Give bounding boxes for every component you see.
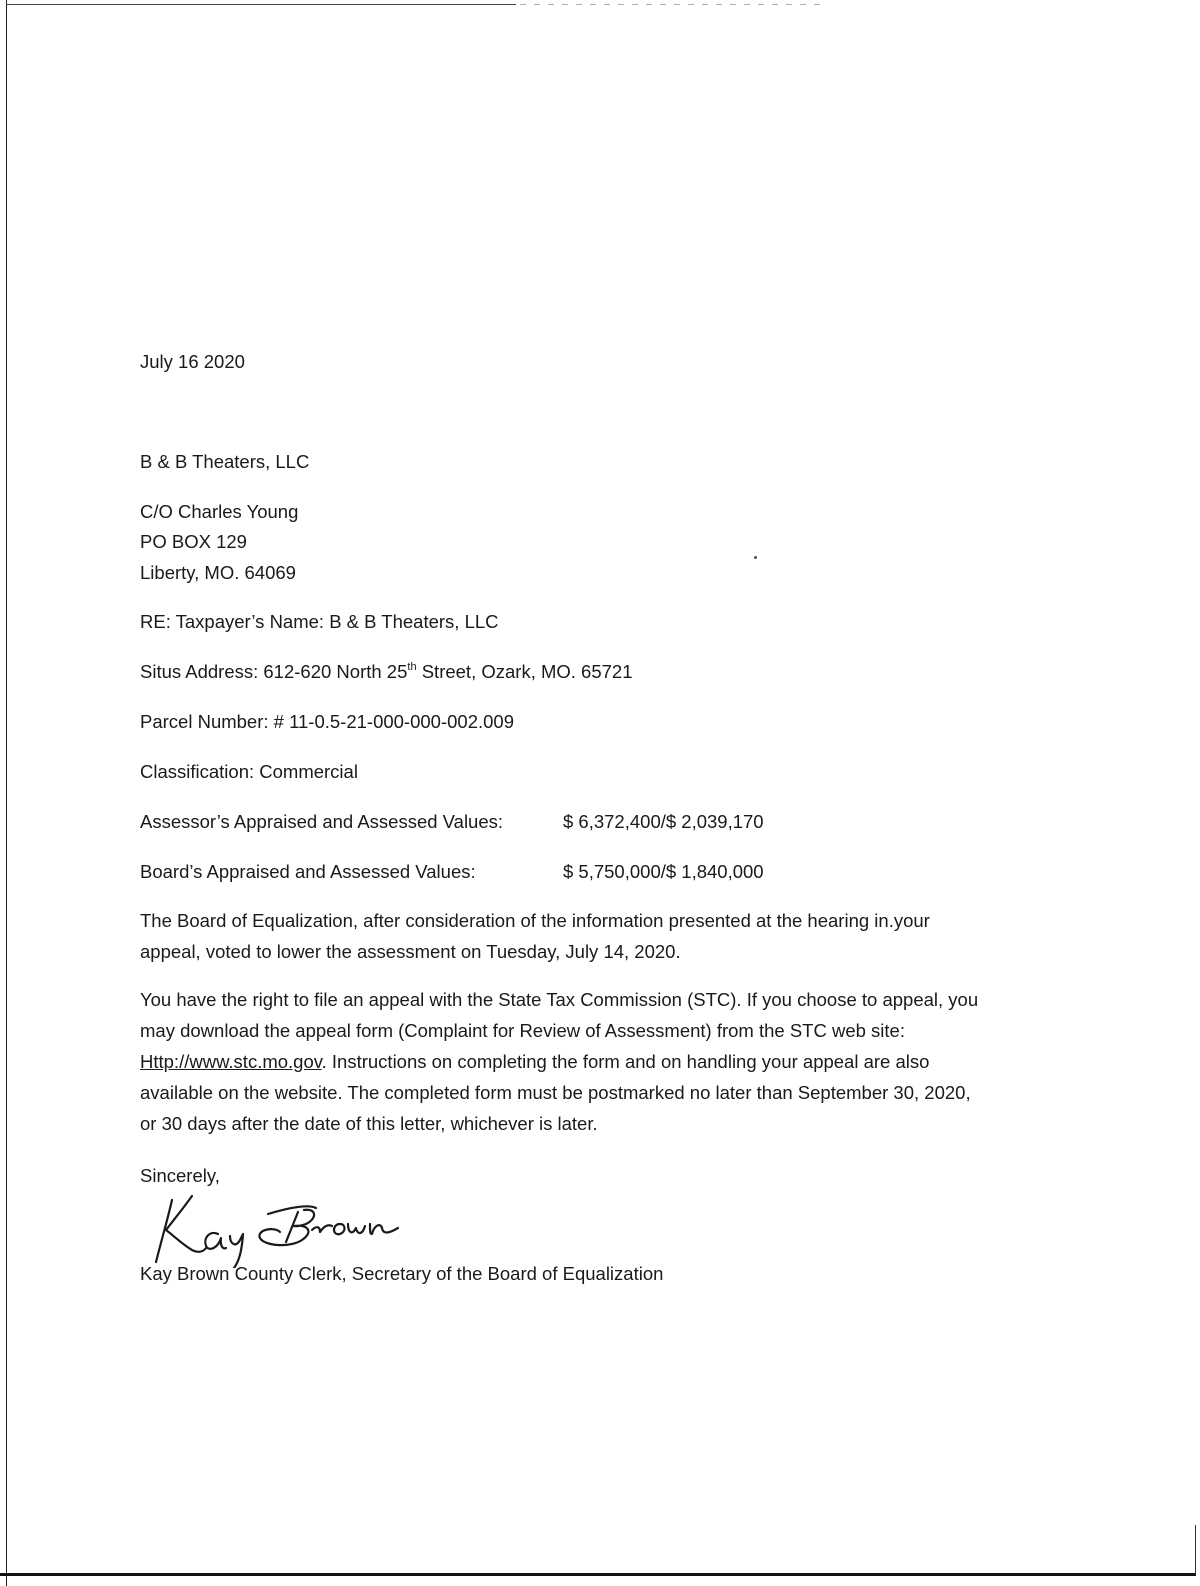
re-classification: Classification: Commercial <box>140 761 358 782</box>
decision-line-1: The Board of Equalization, after consideration of the information presented at the hearing in.your <box>140 910 930 931</box>
recipient-company: B & B Theaters, LLC <box>140 451 310 472</box>
appeal-line-3 <box>140 1046 1040 1077</box>
recipient-po-box: PO BOX 129 <box>140 531 247 552</box>
decision-paragraph <box>140 905 1040 967</box>
appeal-line-4: available on the website. The completed form must be postmarked no later than September 30, 2020, <box>140 1082 971 1103</box>
re-parcel-number: Parcel Number: # 11-0.5-21-000-000-002.009 <box>140 711 514 732</box>
re-situs-address <box>140 656 633 687</box>
handwritten-signature <box>148 1178 408 1268</box>
situs-suffix: Street, Ozark, MO. 65721 <box>416 661 633 682</box>
recipient-care-of: C/O Charles Young <box>140 501 299 522</box>
appeal-line-1: You have the right to file an appeal with the State Tax Commission (STC). If you choose to appeal, you <box>140 989 979 1010</box>
appeal-paragraph <box>140 984 1040 1139</box>
re-taxpayer-name: RE: Taxpayer’s Name: B & B Theaters, LLC <box>140 611 499 632</box>
scan-edge-top-faint <box>520 4 820 5</box>
board-values-label: Board’s Appraised and Assessed Values: <box>140 861 476 882</box>
recipient-city: Liberty, MO. 64069 <box>140 562 296 583</box>
situs-ordinal: th <box>407 660 417 673</box>
assessor-values-amount: $ 6,372,400/$ 2,039,170 <box>563 811 764 832</box>
decision-line-2: appeal, voted to lower the assessment on Tuesday, July 14, 2020. <box>140 941 681 962</box>
closing: Sincerely, <box>140 1165 220 1186</box>
letter-date: July 16 2020 <box>140 351 245 372</box>
appeal-line-2: may download the appeal form (Complaint for Review of Assessment) from the STC web site: <box>140 1020 905 1041</box>
scan-edge-left <box>6 0 7 1586</box>
scan-speck <box>754 556 757 559</box>
scan-edge-right <box>1195 1525 1196 1575</box>
scan-edge-top <box>6 4 516 5</box>
situs-prefix: Situs Address: 612-620 North 25 <box>140 661 408 682</box>
scan-edge-bottom <box>0 1573 1196 1576</box>
stc-website-link[interactable]: Http://www.stc.mo.gov <box>140 1051 322 1072</box>
signatory: Kay Brown County Clerk, Secretary of the Board of Equalization <box>140 1263 664 1284</box>
appeal-line-3-rest: . Instructions on completing the form and on handling your appeal are also <box>321 1051 930 1072</box>
appeal-line-5: or 30 days after the date of this letter, whichever is later. <box>140 1113 598 1134</box>
assessor-values-label: Assessor’s Appraised and Assessed Values: <box>140 811 504 832</box>
board-values-amount: $ 5,750,000/$ 1,840,000 <box>563 861 764 882</box>
